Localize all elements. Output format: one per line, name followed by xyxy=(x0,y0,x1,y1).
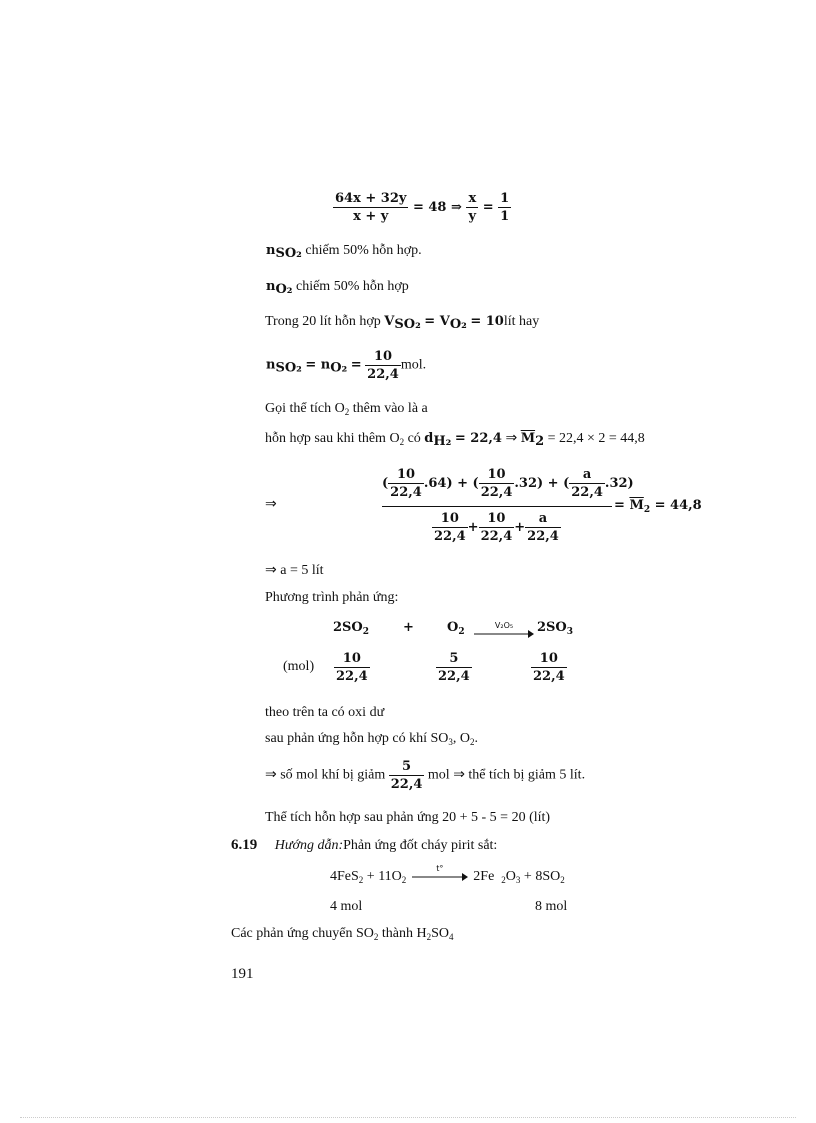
text: lít hay xyxy=(503,314,540,329)
text: SO xyxy=(431,926,450,941)
reaction-reactant2 xyxy=(447,620,465,637)
symbol-m-bar: $\overline{M}$ xyxy=(520,431,536,446)
fraction-numerator: 10 xyxy=(388,466,424,484)
fraction-numerator: 10 xyxy=(432,510,468,528)
line-mol xyxy=(266,348,426,383)
equation-ratio xyxy=(333,190,511,225)
text: Trong 20 lít hỗn hợp xyxy=(265,314,381,329)
line-nso2 xyxy=(266,243,422,261)
arrow-icon xyxy=(412,873,468,881)
formula: 2SO xyxy=(333,620,363,635)
subscript: O₂ xyxy=(330,360,348,376)
fraction-numerator: 5 xyxy=(436,650,472,668)
text: thêm vào là a xyxy=(352,401,428,416)
subscript: 2 xyxy=(399,437,405,447)
fraction-numerator: 64x + 32y xyxy=(335,191,407,206)
formula: O xyxy=(505,869,516,884)
text: Phản ứng đốt cháy pirit sắt: xyxy=(343,838,498,853)
line-cac xyxy=(231,926,454,942)
term: .64) + ( xyxy=(423,476,479,491)
formula: O xyxy=(447,620,459,635)
reaction2 xyxy=(330,863,565,885)
fraction-denominator: 22,4 xyxy=(390,777,423,792)
formula: 2Fe xyxy=(473,869,495,884)
mol-c xyxy=(531,650,567,685)
big-numerator xyxy=(382,466,634,501)
equals-n: = n xyxy=(305,357,331,373)
formula: + 8SO xyxy=(520,869,561,884)
fraction-denominator: 22,4 xyxy=(438,669,470,684)
symbol-m-bar: $\overline{M}$ xyxy=(629,498,644,513)
equals-v: = V xyxy=(424,314,450,329)
fraction-denominator: 22,4 xyxy=(480,529,513,544)
subscript: 2 xyxy=(373,932,379,942)
implies-arrow: ⇒ xyxy=(505,431,518,446)
line-no2 xyxy=(266,279,409,297)
subscript: 4 xyxy=(449,932,454,942)
fraction-denominator: 22,4 xyxy=(390,485,422,500)
fraction-denominator: 22,4 xyxy=(571,485,603,500)
plus: + xyxy=(403,620,414,635)
fraction-numerator: x xyxy=(468,191,477,206)
subscript: 3 xyxy=(566,627,574,637)
line-pt: Phương trình phản ứng: xyxy=(265,590,399,605)
big-fraction-bar xyxy=(382,506,612,507)
line-so xyxy=(265,758,585,793)
catalyst-label: V₂O₅ xyxy=(494,621,514,631)
text: ⇒ số mol khí bị giảm xyxy=(265,767,386,783)
subscript: O₂ xyxy=(275,282,293,297)
text: sau phản ứng hỗn hợp có khí SO xyxy=(265,731,449,746)
mol-left: 4 mol xyxy=(330,899,363,914)
fraction-numerator: 10 xyxy=(334,650,370,668)
symbol-v: V xyxy=(384,314,395,329)
plus: + xyxy=(467,520,479,535)
fraction-numerator: 10 xyxy=(365,348,401,366)
text: mol xyxy=(427,767,450,783)
subscript: 2 xyxy=(401,875,407,885)
subscript: 3 xyxy=(448,737,453,747)
text: ⇒ thể tích bị giảm 5 lít. xyxy=(453,767,586,783)
subscript: 2 xyxy=(426,932,432,942)
line-sau xyxy=(265,731,478,747)
fraction-numerator: a xyxy=(525,510,561,528)
text: chiếm 50% hỗn hợp xyxy=(295,279,409,294)
mol-a xyxy=(334,650,370,685)
text: = 22,4 × 2 = 44,8 xyxy=(547,431,645,446)
section-number: 6.19 xyxy=(231,837,258,853)
subscript: 2 xyxy=(501,875,506,885)
equals-value: = 22,4 xyxy=(454,431,502,446)
footer-dotted-line xyxy=(20,1117,796,1118)
fraction-denominator: 22,4 xyxy=(527,529,559,544)
symbol-d: d xyxy=(424,431,434,446)
fraction-denominator: 22,4 xyxy=(336,669,368,684)
fraction-denominator: y xyxy=(468,209,477,224)
fraction-denominator: 22,4 xyxy=(480,485,513,500)
line-the: Thể tích hỗn hợp sau phản ứng 20 + 5 - 5 = 20 (lít) xyxy=(265,810,551,825)
text: Các phản ứng chuyển SO xyxy=(231,926,374,941)
fraction-numerator: 10 xyxy=(479,466,515,484)
subscript: 2 xyxy=(643,505,651,515)
subscript: H₂ xyxy=(433,434,452,449)
equals: = xyxy=(350,357,362,373)
subscript: 2 xyxy=(358,875,364,885)
mol-right: 8 mol xyxy=(535,899,568,914)
subscript: 2 xyxy=(344,407,350,417)
fraction-numerator: 5 xyxy=(389,758,425,776)
text: . xyxy=(474,731,478,746)
mol-b xyxy=(436,650,472,685)
subscript: 2 xyxy=(535,434,545,449)
text: Gọi thể tích O xyxy=(265,401,345,416)
fraction-denominator: 22,4 xyxy=(533,669,565,684)
equals: = xyxy=(614,498,625,513)
fraction-denominator: 1 xyxy=(500,209,510,224)
plus: + xyxy=(514,520,526,535)
mol-label: (mol) xyxy=(283,659,315,674)
subscript: 2 xyxy=(458,627,465,637)
fraction-denominator: 22,4 xyxy=(434,529,466,544)
text: thành H xyxy=(378,926,427,941)
line-trong xyxy=(265,314,539,332)
reaction-arrow xyxy=(474,621,534,643)
equals-implies: = 48 ⇒ xyxy=(412,200,462,215)
fraction-numerator: 1 xyxy=(500,191,510,206)
symbol-n: n xyxy=(266,357,276,373)
subscript: 2 xyxy=(560,875,565,885)
fraction-denominator: 22,4 xyxy=(367,367,399,382)
equals: = xyxy=(482,200,494,215)
section-6-19 xyxy=(231,837,497,854)
arrow-icon xyxy=(474,630,534,638)
term: .32) xyxy=(604,476,634,491)
equals-value: = 10 xyxy=(470,314,504,329)
subscript: 2 xyxy=(470,737,475,747)
implies-arrow: ⇒ xyxy=(265,497,277,512)
subscript: 2 xyxy=(362,627,370,637)
subscript: O₂ xyxy=(449,317,467,332)
text: có xyxy=(407,431,421,446)
heat-label: t° xyxy=(436,863,444,873)
value: = 44,8 xyxy=(654,498,702,513)
fraction-numerator: a xyxy=(569,466,605,484)
subscript: SO₂ xyxy=(275,246,302,261)
line-hh xyxy=(265,430,645,449)
subscript: 3 xyxy=(515,875,521,885)
text: , O xyxy=(452,731,470,746)
fraction-denominator: x + y xyxy=(353,209,389,224)
text: mol. xyxy=(400,357,427,373)
paren: ( xyxy=(382,476,389,491)
big-denominator xyxy=(432,510,561,545)
symbol-n: n xyxy=(266,243,276,258)
page-number: 191 xyxy=(231,966,254,982)
fraction-numerator: 10 xyxy=(479,510,515,528)
big-result xyxy=(614,498,702,515)
subscript: SO₂ xyxy=(275,360,302,376)
formula: 2SO xyxy=(537,620,567,635)
line-theo: theo trên ta có oxi dư xyxy=(265,705,385,720)
reaction-product xyxy=(537,620,573,637)
section-title: Hướng dẫn: xyxy=(274,838,344,853)
line-goi xyxy=(265,401,428,417)
formula: + 11O xyxy=(363,869,402,884)
fraction-numerator: 10 xyxy=(531,650,567,668)
text: hỗn hợp sau khi thêm O xyxy=(265,431,400,446)
term: .32) + ( xyxy=(514,476,570,491)
formula: 4FeS xyxy=(330,869,359,884)
symbol-n: n xyxy=(266,279,276,294)
subscript: SO₂ xyxy=(394,317,421,332)
text: chiếm 50% hỗn hợp. xyxy=(305,243,422,258)
line-a: ⇒ a = 5 lít xyxy=(265,563,324,578)
reaction-reactant1 xyxy=(333,620,369,637)
